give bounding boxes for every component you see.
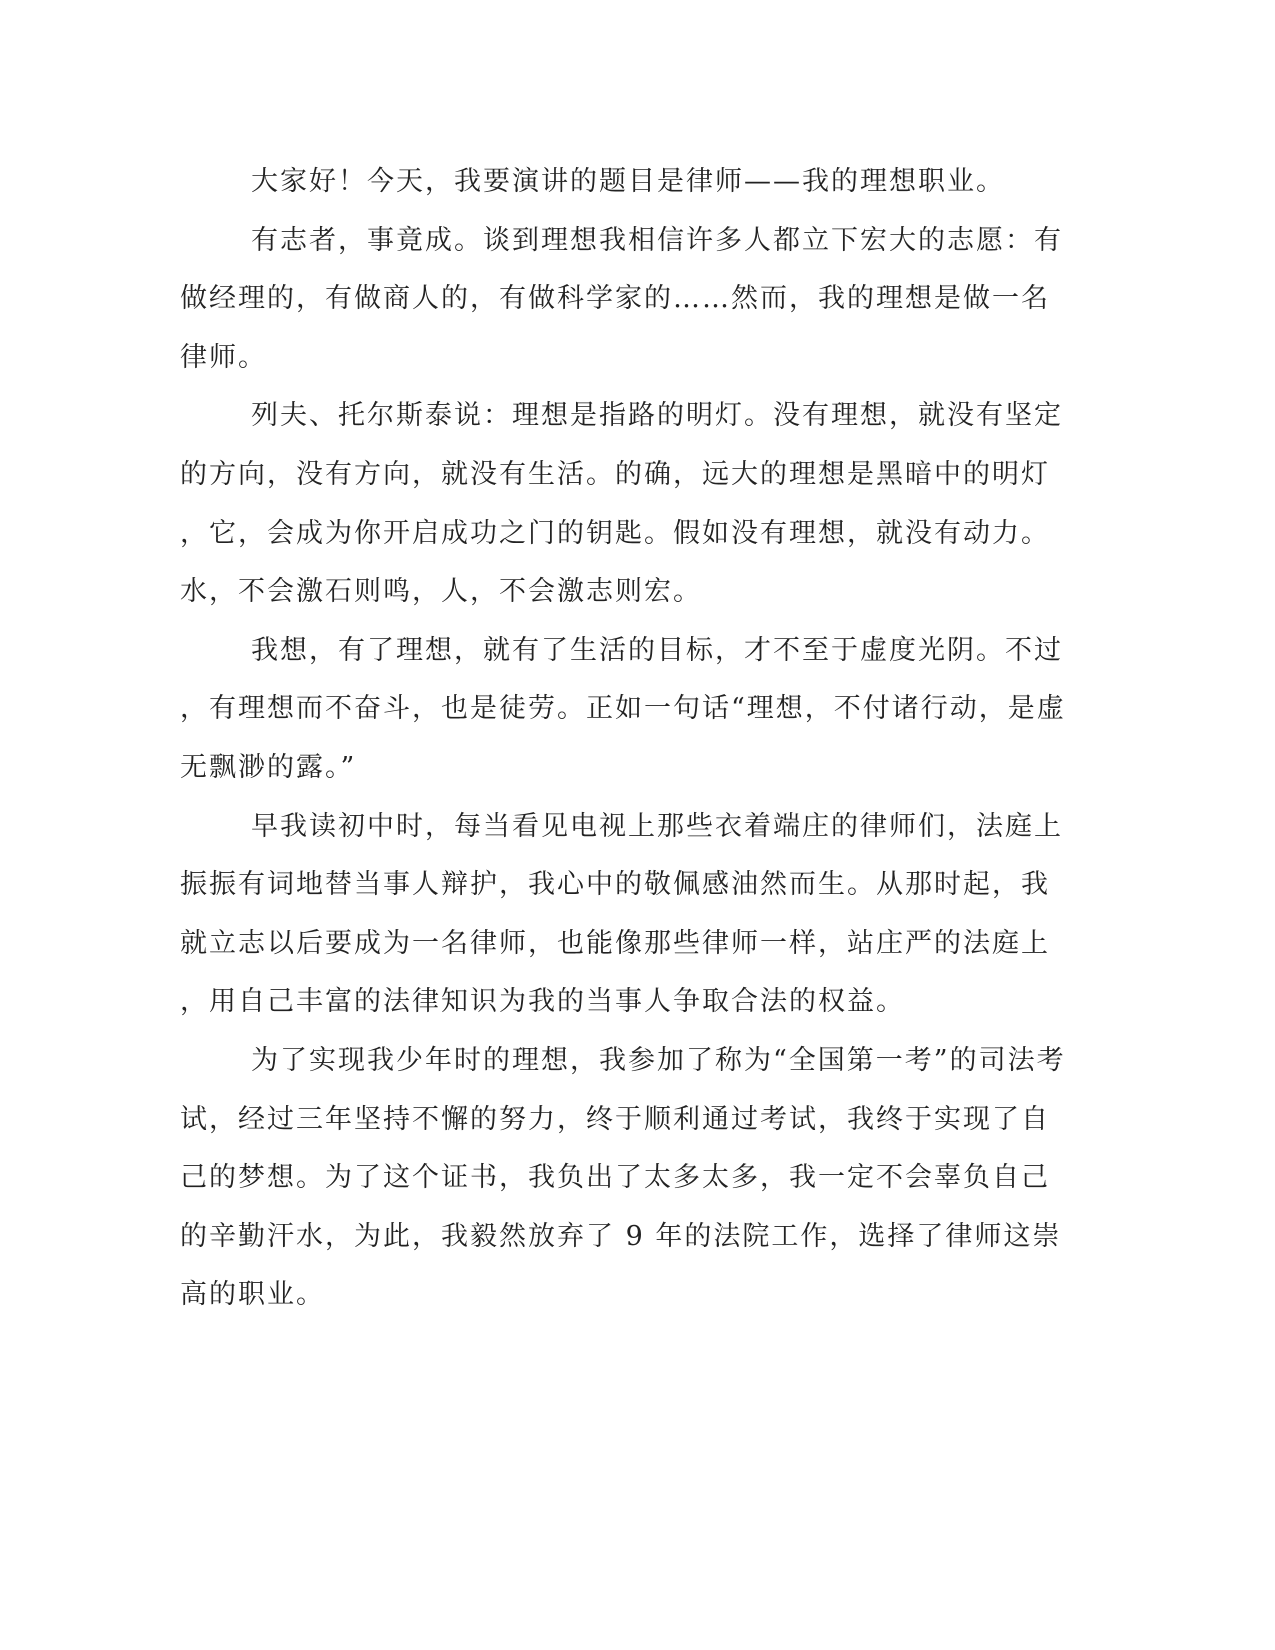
text-line: 的方向，没有方向，就没有生活。的确，远大的理想是黑暗中的明灯 — [180, 458, 1050, 490]
text-line: 我想，有了理想，就有了生活的目标，才不至于虚度光阴。不过 — [251, 634, 1063, 666]
text-line: 高的职业。 — [180, 1279, 325, 1311]
text-line: 的辛勤汗水，为此，我毅然放弃了 9 年的法院工作，选择了律师这崇 — [180, 1220, 1062, 1252]
text-line: 就立志以后要成为一名律师，也能像那些律师一样，站庄严的法庭上 — [180, 927, 1050, 959]
text-line: 做经理的，有做商人的，有做科学家的……然而，我的理想是做一名 — [180, 283, 1050, 315]
text-line: 为了实现我少年时的理想，我参加了称为“全国第一考”的司法考 — [251, 1044, 1066, 1076]
paragraph-goal — [180, 622, 1066, 798]
text-line: 试，经过三年坚持不懈的努力，终于顺利通过考试，我终于实现了自 — [180, 1103, 1050, 1135]
text-line: 早我读初中时，每当看见电视上那些衣着端庄的律师们，法庭上 — [251, 810, 1063, 842]
text-line: 己的梦想。为了这个证书，我负出了太多太多，我一定不会辜负自己 — [180, 1162, 1050, 1194]
paragraph-tolstoy-quote — [180, 387, 1063, 621]
paragraph-aspiration — [180, 212, 1063, 388]
text-line: 水，不会激石则鸣，人，不会激志则宏。 — [180, 576, 702, 608]
text-line: 振振有词地替当事人辩护，我心中的敬佩感油然而生。从那时起，我 — [180, 869, 1050, 901]
text-line: 律师。 — [180, 341, 267, 373]
speech-body — [180, 153, 1066, 1325]
paragraph-childhood — [180, 798, 1063, 1032]
paragraph-greeting — [180, 153, 1040, 212]
text-line: ，它，会成为你开启成功之门的钥匙。假如没有理想，就没有动力。 — [180, 517, 1050, 549]
text-line: 有志者，事竟成。谈到理想我相信许多人都立下宏大的志愿：有 — [251, 224, 1063, 256]
paragraph-exam — [180, 1032, 1066, 1325]
text-line: ，用自己丰富的法律知识为我的当事人争取合法的权益。 — [180, 986, 905, 1018]
text-line: ，有理想而不奋斗，也是徒劳。正如一句话“理想，不付诸行动，是虚 — [180, 693, 1066, 725]
text-line: 无飘渺的露。” — [180, 751, 357, 783]
text-line: 列夫、托尔斯泰说：理想是指路的明灯。没有理想，就没有坚定 — [251, 400, 1063, 432]
text-line: 大家好！今天，我要演讲的题目是律师——我的理想职业。 — [251, 166, 1005, 197]
